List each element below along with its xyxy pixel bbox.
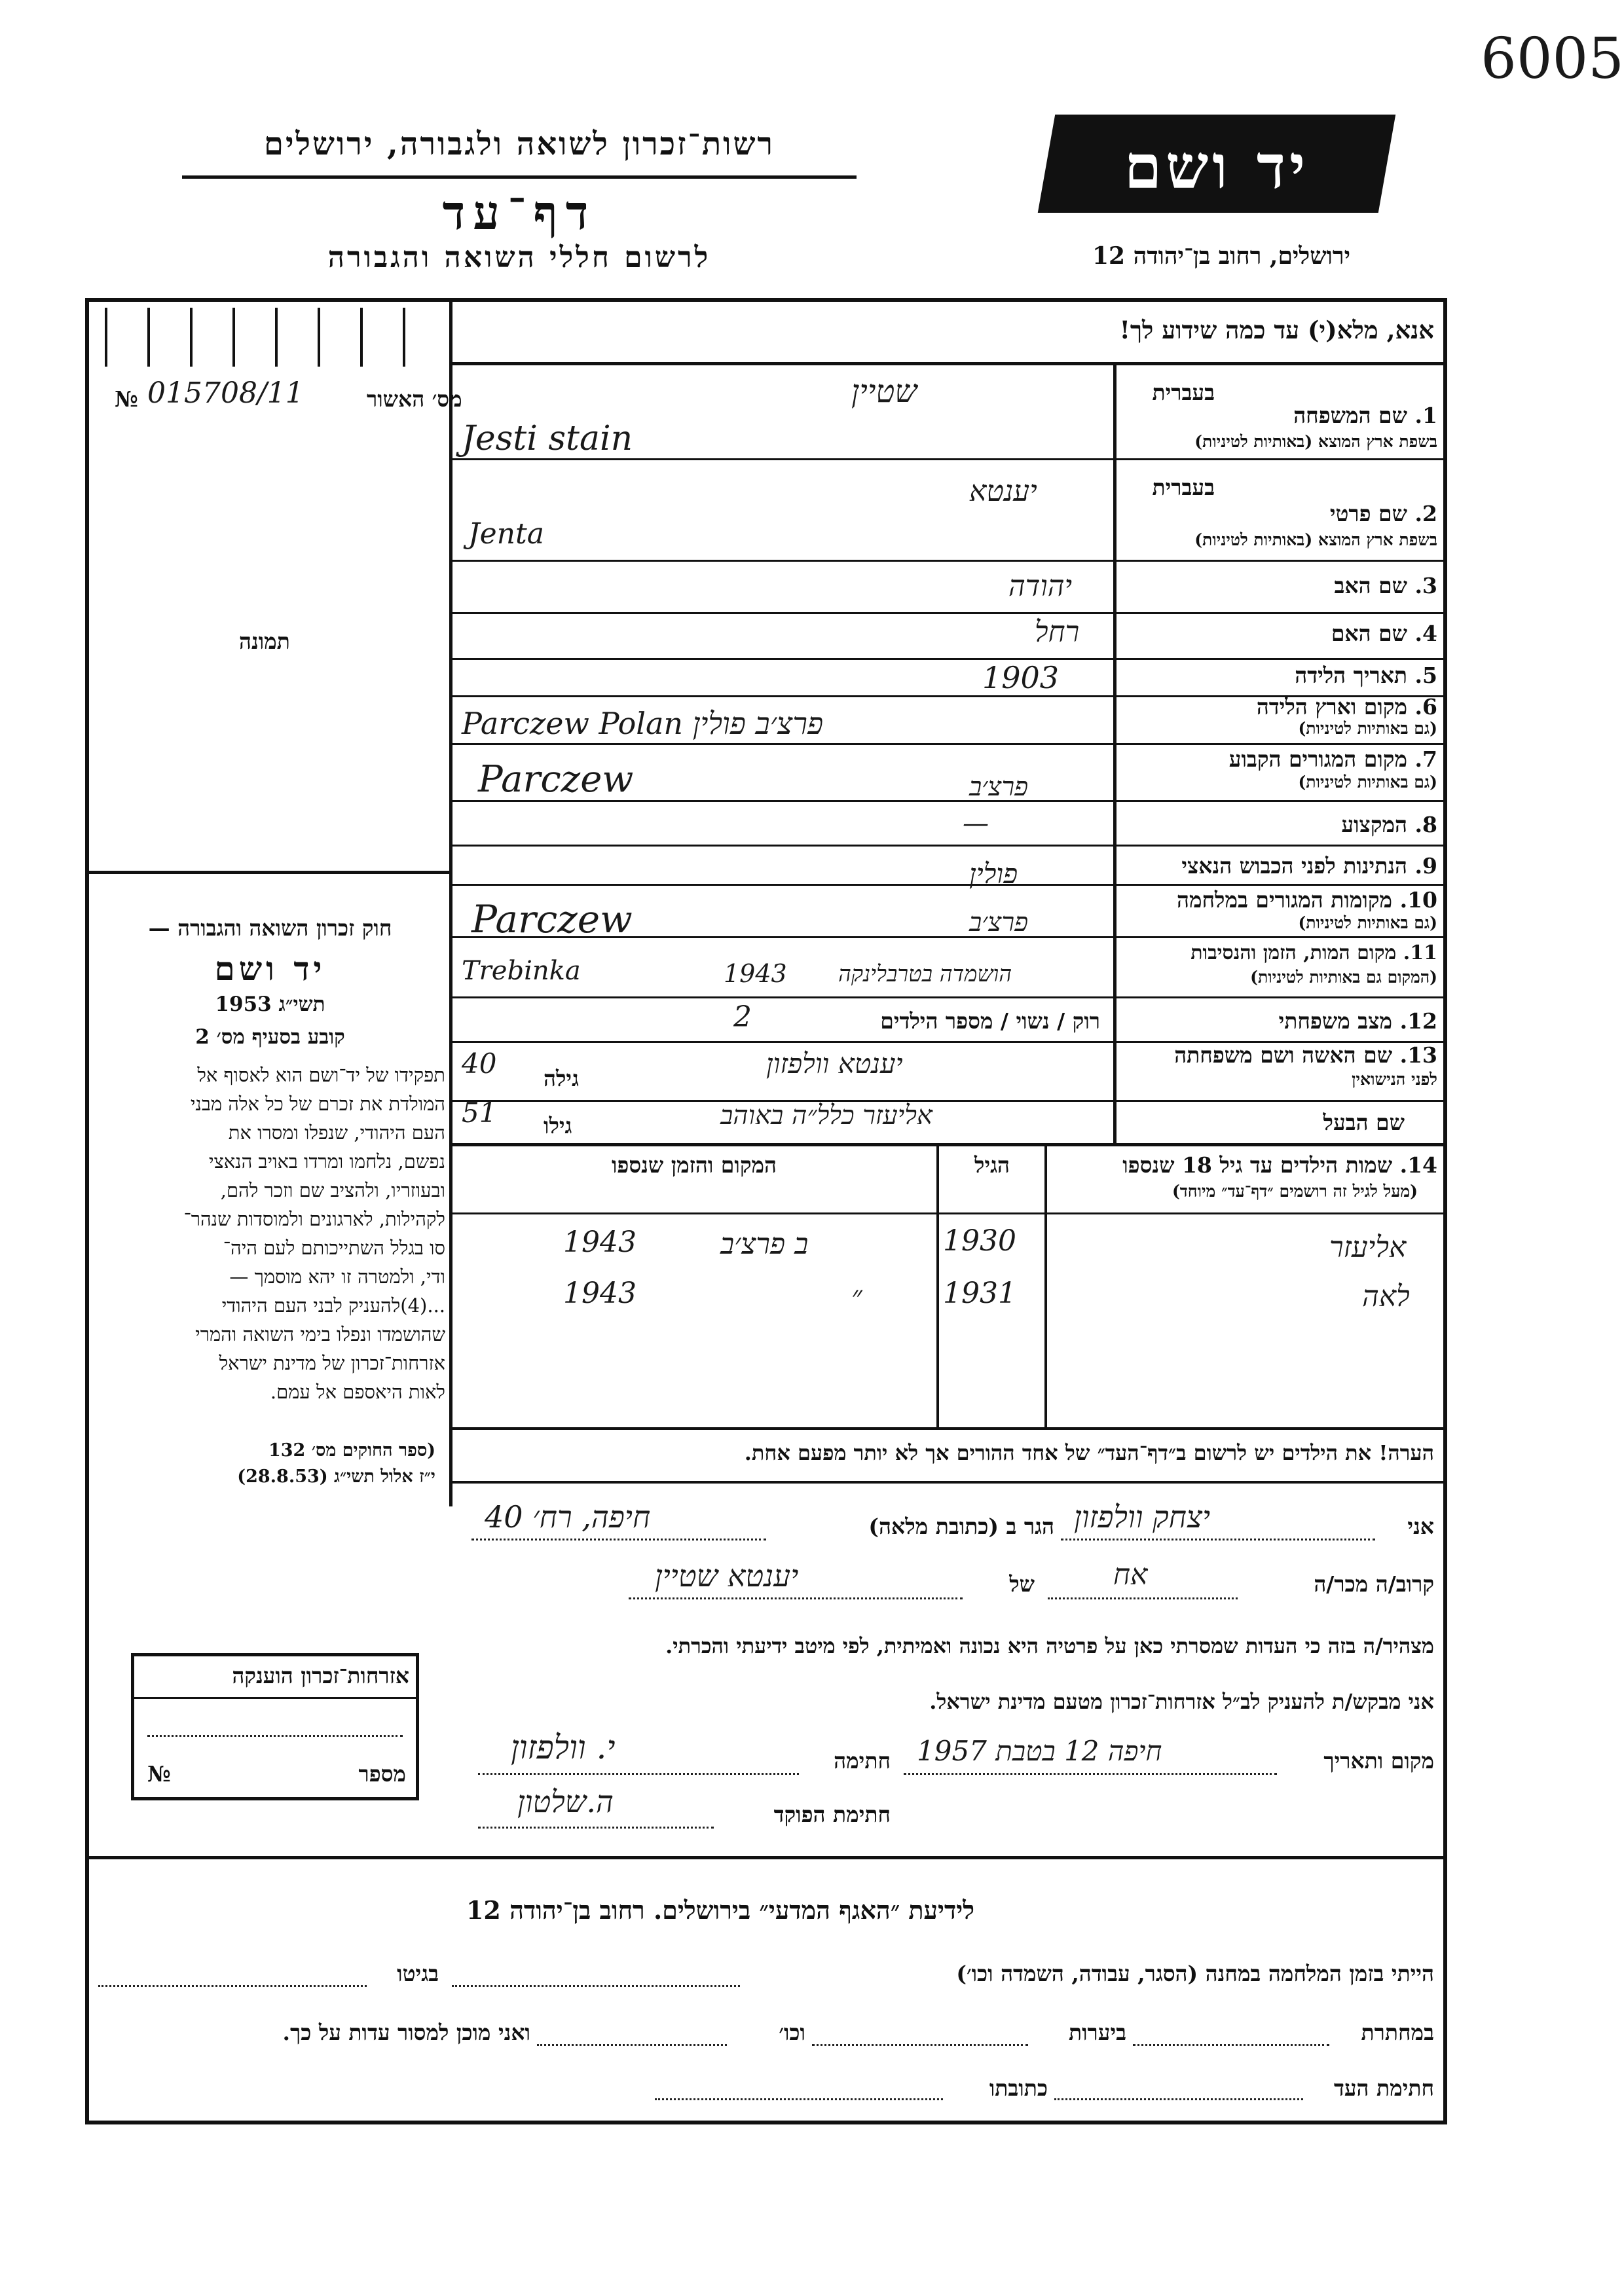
f8-label: 8. המקצוע [1341, 812, 1437, 837]
intro-text: אנא, מלא(י) עד כמה שידוע לך! [1119, 316, 1434, 344]
row-line [452, 1143, 1447, 1146]
f9-value: פולין [969, 858, 1018, 890]
authority-title: רשות־זכרון לשואה ולגבורה, ירושלים [263, 126, 775, 162]
approval-number: 015708/11 [147, 376, 304, 410]
child-birth: 1930 [943, 1224, 1016, 1258]
children-title: 14. שמות הילדים עד גיל 18 שנספו [1122, 1152, 1437, 1178]
row-line [452, 1100, 1447, 1102]
archive-title: לידיעת ״האגף המדעי״ בירושלים. רחוב בן־יהודה 12 [466, 1895, 975, 1925]
law-ref1: (ספר החוקים מס׳ 132 [268, 1440, 435, 1461]
law-line3: תשי״ג 1953 [215, 993, 325, 1016]
husband-age: 51 [462, 1097, 497, 1129]
decl-official-value: ה.שלטון [517, 1784, 614, 1819]
f13-label: 13. שם האשה ושם משפחתה [1174, 1042, 1437, 1068]
row-line [452, 996, 1447, 998]
archive-etc-line [537, 2044, 727, 2046]
husband-value: אליעזר כלל״ה באוהב [720, 1101, 932, 1131]
decl-i-label: אני [1407, 1514, 1434, 1539]
logo-text: יד ושם [1124, 132, 1310, 202]
decl-place-date-line [904, 1773, 1277, 1775]
decl-statement: מצהיר/ה בזה כי העדות שמסרתי כאן על פרטיה היא נכונה ואמיתית, לפי מיטב ידיעתי והכרתי. [665, 1633, 1434, 1658]
form-title: דף־עד [442, 185, 597, 240]
f3-label: 3. שם האב [1334, 573, 1437, 598]
row-line [452, 458, 1447, 460]
f13-sub: לפני הנישואין [1352, 1070, 1437, 1089]
archive-etc: וכו׳ [779, 2020, 805, 2045]
f6-label: 6. מקום וארץ הלידה [1256, 694, 1437, 720]
citizenship-no-mark: № [147, 1761, 171, 1787]
archive-address-line [655, 2098, 943, 2100]
archive-address: כתובתו [989, 2075, 1048, 2101]
archive-ghetto-line [98, 1985, 367, 1987]
decl-signature-value: י. וולפזון [511, 1728, 616, 1766]
decl-official-label: חתימת הפוקד [773, 1802, 891, 1827]
approval-label: מס׳ האשור [367, 386, 462, 412]
law-line1: חוק זכרון השואה והגבורה — [148, 915, 392, 941]
photo-divider [89, 871, 452, 874]
children-header-line [452, 1212, 1447, 1214]
f1-latin-value: Jesti stain [462, 419, 633, 458]
law-line2: יד ושם [214, 949, 326, 988]
f2-latin-value: Jenta [468, 517, 544, 551]
law-line4: קובע בסעיף מס׳ 2 [195, 1025, 345, 1049]
f8-value: — [963, 809, 989, 839]
archive-forests: ביערות [1068, 2020, 1126, 2045]
f10-label: 10. מקומות המגורים במלחמה [1176, 887, 1437, 913]
f11-latin-value: Trebinka [462, 956, 581, 986]
f11-heb-value: הושמדה בטרבלינקה [838, 961, 1012, 987]
f3-value: יהודה [1008, 570, 1073, 603]
children-col-line [1044, 1146, 1047, 1428]
archive-ready: ואני מוכן למסור עדות על כך. [282, 2020, 530, 2045]
decl-place-date-label: מקום ותאריך [1323, 1748, 1434, 1774]
decl-lives-label: הגר ב (כתובת מלאה) [868, 1514, 1054, 1539]
decl-of-line [629, 1597, 963, 1599]
f10-latin-value: Parczew [471, 897, 633, 941]
archive-line1: הייתי בזמן המלחמה במחנה (הסגר, עבודה, השמדה וכו׳) [956, 1961, 1434, 1986]
photo-label: תמונה [239, 629, 290, 654]
f10-sub: (גם באותיות לטיניות) [1298, 913, 1437, 932]
corner-number: 6005 [1481, 26, 1624, 92]
archive-camp-line [452, 1985, 740, 1987]
row-line [452, 743, 1447, 745]
decl-official-line [478, 1827, 714, 1829]
f1-heb-tag: בעברית [1152, 380, 1215, 405]
f7-latin-value: Parczew [478, 758, 634, 801]
f13-wife-value: יענטא וולפזון [766, 1048, 903, 1080]
child-place: ״ [851, 1280, 862, 1313]
f1-sub: בשפת ארץ המוצא (באותיות לטיניות) [1194, 432, 1437, 451]
authority-underline [182, 175, 857, 179]
col-age-header: הגיל [974, 1152, 1010, 1178]
decl-address-line [471, 1539, 766, 1540]
decl-signature-label: חתימה [834, 1748, 891, 1774]
f7-label: 7. מקום המגורים הקבוע [1228, 746, 1437, 772]
f9-label: 9. הנתינות לפני הכבוש הנאצי [1181, 853, 1437, 879]
intro-divider [452, 362, 1447, 365]
archive-top-line [89, 1856, 1443, 1859]
approval-no-mark: № [115, 386, 138, 412]
f11-label: 11. מקום המות, הזמן והנסיבות [1190, 941, 1437, 964]
child-place: ב פרצ׳ב [720, 1228, 809, 1261]
f7-heb-value: פרצ׳ב [969, 772, 1029, 802]
row-line [452, 560, 1447, 562]
f6-value: Parczew Polan פרצ׳ב פולין [462, 706, 824, 741]
f1-label: 1. שם המשפחה [1293, 403, 1437, 428]
decl-of-value: יענטא שטיין [655, 1558, 799, 1594]
archive-underground: במחתרת [1361, 2020, 1434, 2045]
f12-options: רוק / נשוי / מספר הילדים [880, 1008, 1100, 1034]
f2-label: 2. שם פרטי [1329, 501, 1437, 526]
f12-label: 12. מצב משפחתי [1278, 1008, 1437, 1034]
child-name: אליעזר [1329, 1231, 1407, 1264]
decl-place-date-value: חיפה 12 בטבת 1957 [917, 1735, 1162, 1767]
archive-underground-line [1133, 2044, 1329, 2046]
citizenship-title: אזרחות־זכרון הוענקה [232, 1663, 409, 1688]
labels-column-border [1113, 365, 1116, 1143]
header-address: ירושלים, רחוב בן־יהודה 12 [1092, 242, 1351, 270]
f1-heb-value: שטיין [851, 373, 917, 410]
f2-heb-value: יענטא [969, 475, 1037, 508]
decl-relative-label: קרוב/ה מכר/ה [1314, 1571, 1434, 1597]
form-subtitle: לרשום חללי השואה והגבורה [327, 241, 711, 274]
f11-year: 1943 [724, 959, 787, 988]
decl-i-line [1061, 1539, 1375, 1540]
f4-label: 4. שם האם [1331, 621, 1437, 646]
f2-sub: בשפת ארץ המוצא (באותיות לטיניות) [1194, 530, 1437, 549]
decl-signature-line [478, 1773, 799, 1775]
children-sub: (מעל לגיל זה רושמים ״דף־עד״ מיוחד) [1172, 1182, 1418, 1201]
archive-witness-line [1054, 2098, 1303, 2100]
child-name: לאה [1362, 1280, 1410, 1313]
decl-relation-value: אח [1113, 1558, 1148, 1592]
archive-ghetto: בגיטו [397, 1961, 439, 1986]
col-place-header: המקום והזמן שנספו [611, 1152, 777, 1178]
f13-age-label: גילה [544, 1066, 579, 1091]
husband-label: שם הבעל [1323, 1110, 1405, 1135]
law-ref2: י״ז אלול תשי״ג (28.8.53) [237, 1467, 435, 1487]
f13-age: 40 [462, 1048, 497, 1080]
f5-value: 1903 [982, 660, 1060, 695]
row-line [452, 612, 1447, 614]
f4-value: רחל [1035, 615, 1080, 649]
note-top-line [452, 1427, 1447, 1430]
archive-forests-line [812, 2044, 1028, 2046]
child-year: 1943 [563, 1277, 637, 1310]
citizenship-number-label: מספר [358, 1761, 406, 1787]
f11-sub: (המקום גם באותיות לטיניות) [1250, 968, 1437, 987]
citizenship-divider [134, 1697, 416, 1699]
row-line [452, 845, 1447, 847]
f7-sub: (גם באותיות לטיניות) [1298, 773, 1437, 792]
f2-heb-tag: בעברית [1152, 475, 1215, 500]
child-birth: 1931 [943, 1277, 1016, 1310]
decl-address-value: חיפה, רח׳ 40 [485, 1499, 651, 1535]
citizenship-blank [147, 1735, 403, 1737]
f6-sub: (גם באותיות לטיניות) [1298, 719, 1437, 738]
law-paragraph: תפקידו של יד־ושם הוא לאסוף אל המולדת את זכרם של כל אלה מבני העם היהודי, שנפלו ומסרו את נפשם, נלחמו ומרדו באויב הנאצי ובעוזריו, ולהציב שם וזכר להם, לקהילות, לארגונים ולמוסדות שנהר־ סו בגלל השתייכותם לעם היה־ ודי, ולמטרה זו יהא מוסמך — ...(4)להעניק לבני העם היהודי שהושמדו ונפלו בימי השואה והמרי אזרחות־זכרון של מדינת ישראל לאות היאספם אל עמם. [183, 1064, 445, 1403]
row-line [452, 658, 1447, 660]
decl-i-value: יצחק וולפזון [1074, 1499, 1211, 1535]
husband-age-label: גילו [544, 1113, 572, 1139]
child-year: 1943 [563, 1226, 637, 1259]
decl-request: אני מבקש/ת להעניק לב״ל אזרחות־זכרון מטעם מדינת ישראל. [929, 1689, 1434, 1714]
decl-of-label: של [1009, 1571, 1035, 1597]
f12-children: 2 [733, 1000, 752, 1034]
children-col-line [936, 1146, 939, 1428]
note-bottom-line [452, 1481, 1447, 1484]
f5-label: 5. תאריך הלידה [1295, 663, 1437, 688]
note-text: הערה! את הילדים יש לרשום ב״דף־העד״ של אחד ההורים אך לא יותר מפעם אחת. [744, 1440, 1434, 1465]
row-line [452, 884, 1447, 886]
stamp-grid [105, 308, 445, 367]
decl-relation-line [1048, 1597, 1238, 1599]
archive-witness-sig: חתימת העד [1333, 2075, 1434, 2101]
f10-heb-value: פרצ׳ב [969, 907, 1029, 938]
